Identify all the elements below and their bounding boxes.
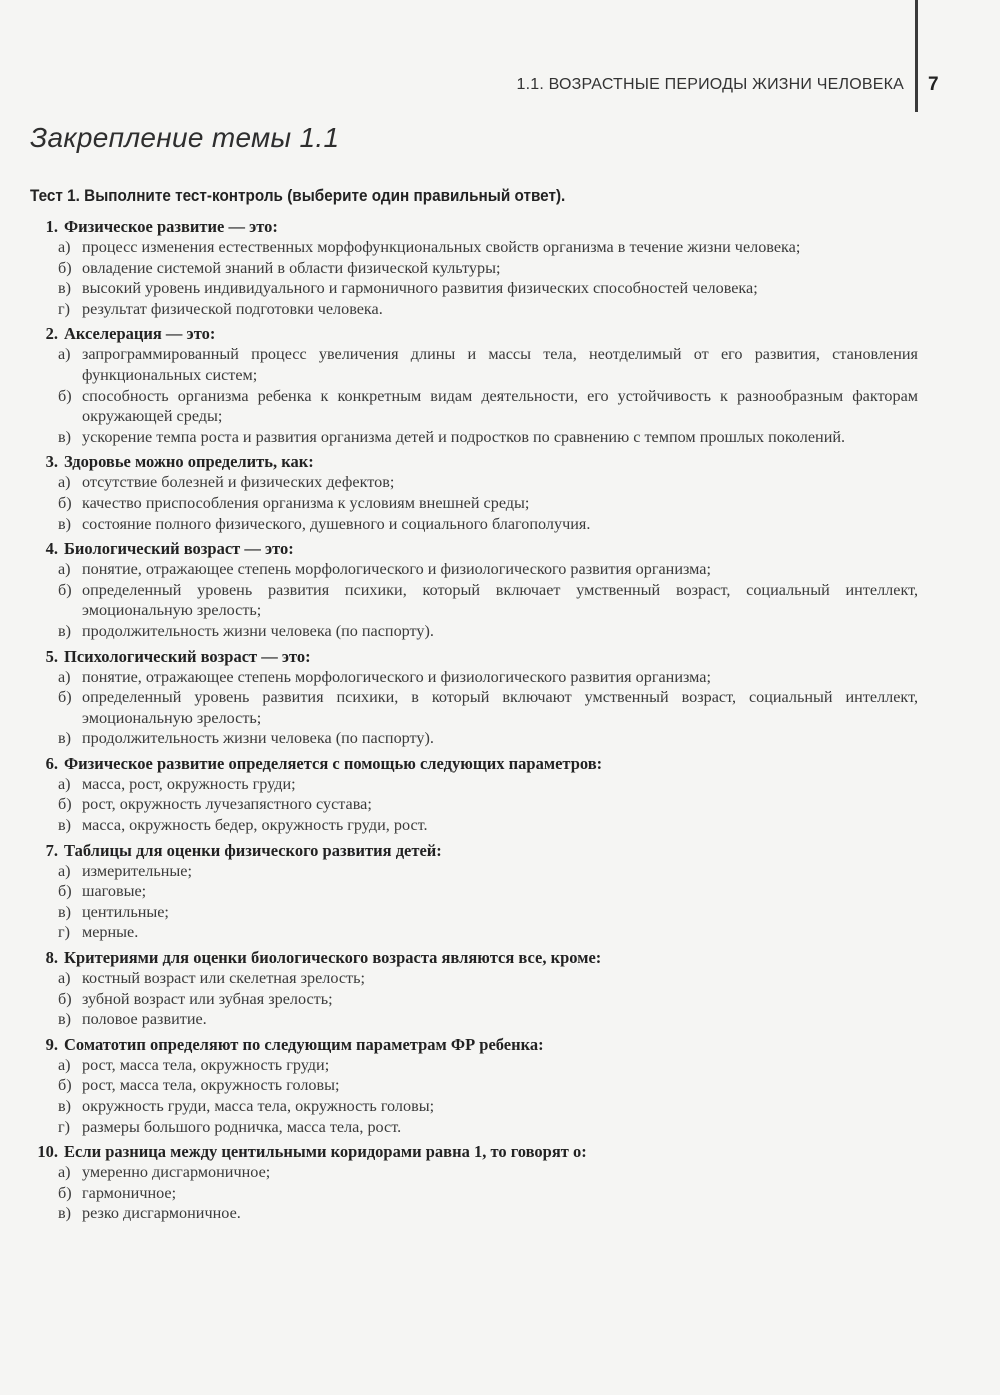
- option-letter: б): [58, 258, 72, 277]
- answer-options: [24, 774, 918, 836]
- option-text: продолжительность жизни человека (по паспорту).: [82, 729, 434, 748]
- answer-option: [24, 427, 918, 448]
- answer-options: [24, 1162, 918, 1224]
- option-text: рост, масса тела, окружность груди;: [82, 1055, 330, 1074]
- answer-option: [24, 922, 918, 943]
- option-letter: а): [58, 1055, 71, 1074]
- question-stem: [24, 753, 918, 774]
- question-1: [24, 216, 918, 319]
- question-number: 6.: [45, 753, 58, 773]
- question-stem: [24, 451, 918, 472]
- question-number: 7.: [45, 840, 58, 860]
- question-stem: [24, 840, 918, 861]
- question-5: [24, 646, 918, 749]
- option-letter: г): [58, 1117, 71, 1136]
- option-text: определенный уровень развития психики, в который включают умственный возраст, социальный интеллект, эмоциональную зрелость;: [82, 688, 918, 727]
- option-text: понятие, отражающее степень морфологического и физиологического развития организма;: [82, 667, 711, 686]
- question-10: [24, 1141, 918, 1224]
- question-list: [24, 216, 918, 1228]
- answer-option: [24, 258, 918, 279]
- answer-option: [24, 1183, 918, 1204]
- answer-option: [24, 815, 918, 836]
- question-6: [24, 753, 918, 836]
- option-letter: б): [58, 493, 72, 512]
- option-text: половое развитие.: [82, 1010, 207, 1029]
- answer-option: [24, 1117, 918, 1138]
- option-text: качество приспособления организма к условиям внешней среды;: [82, 493, 530, 512]
- section-title: Закрепление темы 1.1: [30, 122, 340, 153]
- option-text: рост, масса тела, окружность головы;: [82, 1076, 340, 1095]
- question-number: 4.: [45, 539, 58, 559]
- answer-option: [24, 472, 918, 493]
- question-text: Здоровье можно определить, как:: [64, 452, 314, 472]
- option-letter: б): [58, 1183, 72, 1202]
- question-text: Биологический возраст — это:: [64, 539, 294, 559]
- option-text: масса, окружность бедер, окружность груди, рост.: [82, 816, 428, 835]
- question-stem: [24, 947, 918, 968]
- test-heading: Тест 1. Выполните тест-контроль (выберите один правильный ответ).: [30, 186, 566, 205]
- question-number: 3.: [45, 452, 58, 472]
- option-letter: а): [58, 1163, 71, 1182]
- option-letter: в): [58, 279, 72, 298]
- running-head: 1.1. ВОЗРАСТНЫЕ ПЕРИОДЫ ЖИЗНИ ЧЕЛОВЕКА: [516, 76, 904, 93]
- answer-option: [24, 861, 918, 882]
- answer-option: [24, 580, 918, 621]
- question-stem: [24, 1034, 918, 1055]
- answer-options: [24, 1055, 918, 1137]
- option-text: размеры большого родничка, масса тела, рост.: [82, 1117, 402, 1136]
- question-text: Акселерация — это:: [64, 324, 216, 344]
- answer-option: [24, 667, 918, 688]
- option-text: окружность груди, масса тела, окружность головы;: [82, 1097, 435, 1115]
- answer-option: [24, 794, 918, 815]
- option-text: костный возраст или скелетная зрелость;: [82, 969, 365, 988]
- answer-option: [24, 1075, 918, 1096]
- option-letter: в): [58, 1204, 72, 1223]
- question-9: [24, 1034, 918, 1137]
- answer-options: [24, 237, 918, 319]
- question-stem: [24, 1141, 918, 1162]
- answer-option: [24, 1055, 918, 1076]
- question-number: 10.: [37, 1142, 58, 1162]
- option-text: шаговые;: [82, 882, 147, 901]
- answer-option: [24, 559, 918, 580]
- question-stem: [24, 323, 918, 344]
- option-letter: а): [58, 969, 71, 988]
- question-number: 8.: [45, 948, 58, 968]
- answer-option: [24, 902, 918, 923]
- question-number: 9.: [45, 1034, 58, 1054]
- question-text: Физическое развитие определяется с помощью следующих параметров:: [64, 753, 603, 773]
- option-text: резко дисгармоничное.: [82, 1204, 241, 1223]
- question-stem: [24, 216, 918, 237]
- answer-option: [24, 344, 918, 385]
- option-text: высокий уровень индивидуального и гармоничного развития физических способностей человека;: [82, 279, 758, 298]
- answer-options: [24, 861, 918, 943]
- option-text: процесс изменения естественных морфофункциональных свойств организма в течение жизни человека;: [82, 238, 801, 256]
- page-number: 7: [928, 74, 939, 95]
- option-letter: б): [58, 1076, 72, 1095]
- question-stem: [24, 646, 918, 667]
- answer-option: [24, 968, 918, 989]
- option-text: запрограммированный процесс увеличения длины и массы тела, неотделимый от его развития, становления функциональных систем;: [82, 345, 918, 384]
- option-letter: б): [58, 580, 72, 599]
- option-letter: а): [58, 238, 71, 256]
- answer-option: [24, 386, 918, 427]
- option-letter: а): [58, 473, 71, 492]
- answer-option: [24, 299, 918, 320]
- question-text: Таблицы для оценки физического развития детей:: [64, 840, 442, 860]
- option-letter: в): [58, 816, 72, 835]
- option-text: отсутствие болезней и физических дефектов;: [82, 473, 395, 492]
- option-text: ускорение темпа роста и развития организма детей и подростков по сравнению с темпом прошлых поколений.: [82, 427, 846, 446]
- option-letter: в): [58, 1097, 72, 1115]
- question-text: Если разница между центильными коридорами равна 1, то говорят о:: [64, 1142, 587, 1162]
- question-stem: [24, 538, 918, 559]
- question-2: [24, 323, 918, 447]
- question-text: Соматотип определяют по следующим параметрам ФР ребенка:: [64, 1034, 544, 1054]
- option-text: гармоничное;: [82, 1183, 177, 1202]
- option-text: понятие, отражающее степень морфологического и физиологического развития организма;: [82, 560, 711, 579]
- answer-option: [24, 278, 918, 299]
- option-text: определенный уровень развития психики, который включает умственный возраст, социальный интеллект, эмоциональную зрелость;: [82, 580, 918, 620]
- option-letter: в): [58, 621, 72, 640]
- answer-option: [24, 774, 918, 795]
- answer-option: [24, 514, 918, 535]
- answer-option: [24, 493, 918, 514]
- option-text: умеренно дисгармоничное;: [82, 1163, 271, 1182]
- question-text: Физическое развитие — это:: [64, 217, 278, 236]
- answer-options: [24, 559, 918, 641]
- answer-options: [24, 968, 918, 1030]
- option-text: масса, рост, окружность груди;: [82, 774, 296, 793]
- option-letter: б): [58, 882, 72, 901]
- answer-option: [24, 989, 918, 1010]
- option-letter: б): [58, 795, 72, 814]
- option-letter: в): [58, 1010, 72, 1029]
- answer-option: [24, 1203, 918, 1224]
- answer-options: [24, 667, 918, 749]
- option-text: зубной возраст или зубная зрелость;: [82, 989, 333, 1008]
- option-letter: в): [58, 902, 72, 921]
- answer-option: [24, 728, 918, 749]
- answer-option: [24, 687, 918, 728]
- question-text: Критериями для оценки биологического возраста являются все, кроме:: [64, 948, 602, 968]
- option-letter: г): [58, 299, 71, 318]
- answer-option: [24, 1096, 918, 1117]
- option-letter: а): [58, 345, 71, 364]
- option-text: центильные;: [82, 902, 169, 921]
- option-text: измерительные;: [82, 861, 192, 880]
- question-number: 5.: [45, 646, 58, 666]
- question-4: [24, 538, 918, 641]
- option-text: состояние полного физического, душевного и социального благополучия.: [82, 514, 591, 533]
- option-letter: а): [58, 667, 71, 686]
- header-rule: [915, 0, 918, 112]
- answer-options: [24, 344, 918, 447]
- question-number: 1.: [45, 217, 58, 236]
- option-letter: в): [58, 729, 72, 748]
- option-text: рост, окружность лучезапястного сустава;: [82, 795, 372, 814]
- question-7: [24, 840, 918, 943]
- option-letter: в): [58, 514, 72, 533]
- option-letter: а): [58, 774, 71, 793]
- answer-option: [24, 621, 918, 642]
- option-text: способность организма ребенка к конкретным видам деятельности, его устойчивость к разнообразным факторам окружающей среды;: [82, 386, 918, 426]
- option-letter: г): [58, 923, 71, 942]
- answer-option: [24, 1162, 918, 1183]
- option-letter: б): [58, 688, 72, 707]
- option-letter: в): [58, 427, 72, 446]
- answer-option: [24, 1009, 918, 1030]
- option-text: мерные.: [82, 923, 139, 942]
- answer-options: [24, 472, 918, 534]
- question-text: Психологический возраст — это:: [64, 646, 311, 666]
- answer-option: [24, 237, 918, 258]
- option-text: продолжительность жизни человека (по паспорту).: [82, 621, 434, 640]
- option-letter: б): [58, 386, 72, 405]
- option-letter: а): [58, 560, 71, 579]
- option-text: овладение системой знаний в области физической культуры;: [82, 258, 501, 277]
- option-letter: б): [58, 989, 72, 1008]
- question-8: [24, 947, 918, 1030]
- option-text: результат физической подготовки человека.: [82, 299, 383, 318]
- option-letter: а): [58, 861, 71, 880]
- question-number: 2.: [45, 324, 58, 344]
- answer-option: [24, 881, 918, 902]
- question-3: [24, 451, 918, 534]
